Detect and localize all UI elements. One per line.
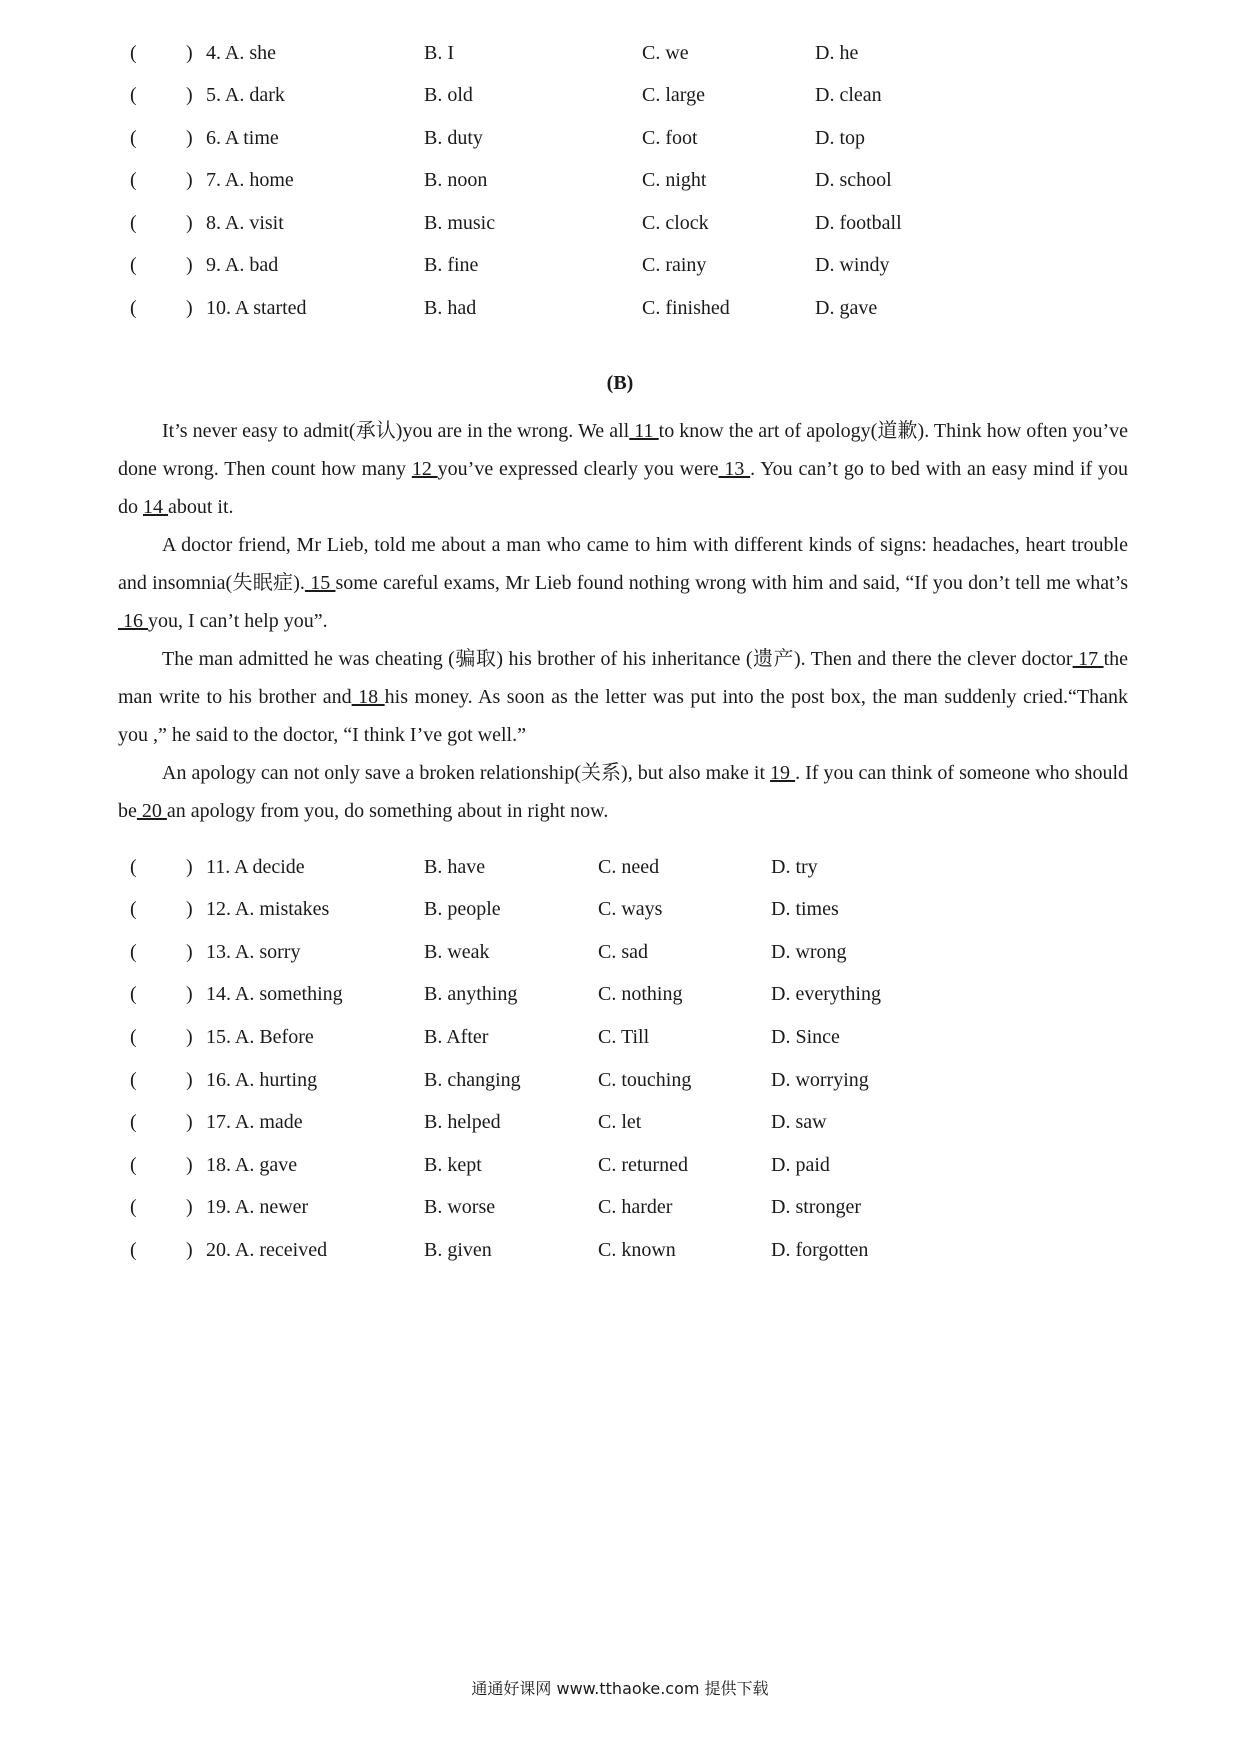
answer-paren-open: (: [130, 941, 137, 963]
answer-paren-close: ): [186, 856, 193, 878]
option-a: 15. A. Before: [206, 1026, 314, 1048]
option-c: C. night: [642, 169, 707, 191]
option-a: 18. A. gave: [206, 1154, 298, 1176]
option-a: 7. A. home: [206, 169, 294, 191]
option-b: B. anything: [424, 983, 518, 1005]
passage-text: . You can’t go to bed with an easy mind if you do: [118, 458, 1129, 518]
option-a: 6. A time: [206, 127, 279, 149]
option-d: D. stronger: [771, 1196, 861, 1218]
answer-paren-close: ): [186, 1026, 193, 1048]
answer-paren-open: (: [130, 983, 137, 1005]
answer-paren-close: ): [186, 1239, 193, 1261]
answer-paren-close: ): [186, 84, 193, 106]
blank-12: 12: [411, 458, 438, 480]
option-b: B. fine: [424, 254, 479, 276]
option-c: C. Till: [598, 1026, 650, 1048]
section-b-heading: (B): [606, 372, 634, 394]
option-b: B. kept: [424, 1154, 482, 1176]
answer-paren-close: ): [186, 254, 193, 276]
option-b: B. have: [424, 856, 486, 878]
answer-paren-close: ): [186, 898, 193, 920]
option-b: B. After: [424, 1026, 489, 1048]
answer-paren-open: (: [130, 297, 137, 319]
answer-paren-open: (: [130, 84, 137, 106]
option-b: B. had: [424, 297, 477, 319]
option-b: B. music: [424, 212, 496, 234]
answer-paren-open: (: [130, 856, 137, 878]
option-a: 5. A. dark: [206, 84, 285, 106]
option-d: D. everything: [771, 983, 881, 1005]
option-a: 12. A. mistakes: [206, 898, 330, 920]
answer-paren-close: ): [186, 212, 193, 234]
option-b: B. people: [424, 898, 501, 920]
passage-paragraph-4: [118, 754, 1128, 830]
option-b: B. changing: [424, 1069, 521, 1091]
blank-13: 13: [718, 458, 751, 480]
answer-paren-close: ): [186, 1196, 193, 1218]
answer-paren-open: (: [130, 898, 137, 920]
option-d: D. worrying: [771, 1069, 869, 1091]
blank-11: 11: [629, 420, 659, 442]
option-d: D. forgotten: [771, 1239, 869, 1261]
passage-text: . If you can think of someone who should be: [118, 762, 1129, 822]
passage-text: the man write to his brother and: [118, 648, 1128, 708]
option-c: C. foot: [642, 127, 698, 149]
answer-paren-open: (: [130, 169, 137, 191]
blank-17: 17: [1072, 648, 1104, 670]
passage-text: An apology can not only save a broken relationship(关系), but also make it: [162, 762, 771, 784]
blank-20: 20: [136, 800, 167, 822]
answer-paren-close: ): [186, 1154, 193, 1176]
passage-text: about it.: [168, 496, 234, 518]
option-c: C. harder: [598, 1196, 673, 1218]
answer-paren-open: (: [130, 42, 137, 64]
passage-paragraph-1: [118, 412, 1128, 526]
option-b: B. given: [424, 1239, 492, 1261]
option-c: C. returned: [598, 1154, 688, 1176]
option-d: D. Since: [771, 1026, 840, 1048]
reading-passage: [118, 412, 1128, 830]
blank-14: 14: [143, 496, 168, 518]
answer-paren-open: (: [130, 1196, 137, 1218]
option-b: B. helped: [424, 1111, 501, 1133]
answer-paren-close: ): [186, 127, 193, 149]
answer-paren-open: (: [130, 1154, 137, 1176]
passage-text: some careful exams, Mr Lieb found nothing wrong with him and said, “If you don’t tell me what’s: [335, 572, 1129, 594]
option-a: 13. A. sorry: [206, 941, 301, 963]
option-c: C. touching: [598, 1069, 692, 1091]
option-c: C. large: [642, 84, 705, 106]
answer-paren-close: ): [186, 42, 193, 64]
option-c: C. finished: [642, 297, 730, 319]
option-c: C. sad: [598, 941, 648, 963]
option-d: D. clean: [815, 84, 882, 106]
passage-text: you, I can’t help you”.: [148, 610, 328, 632]
option-a: 19. A. newer: [206, 1196, 309, 1218]
passage-text: The man admitted he was cheating (骗取) his brother of his inheritance (遗产). Then and there the clever doctor: [162, 648, 1073, 670]
option-d: D. gave: [815, 297, 878, 319]
option-c: C. nothing: [598, 983, 683, 1005]
option-d: D. school: [815, 169, 892, 191]
option-d: D. windy: [815, 254, 890, 276]
answer-paren-close: ): [186, 297, 193, 319]
option-a: 9. A. bad: [206, 254, 279, 276]
option-d: D. paid: [771, 1154, 830, 1176]
option-d: D. try: [771, 856, 818, 878]
answer-paren-open: (: [130, 1069, 137, 1091]
option-d: D. top: [815, 127, 865, 149]
option-c: C. we: [642, 42, 689, 64]
option-d: D. times: [771, 898, 839, 920]
option-c: C. clock: [642, 212, 709, 234]
option-b: B. weak: [424, 941, 490, 963]
answer-paren-open: (: [130, 212, 137, 234]
option-a: 10. A started: [206, 297, 307, 319]
option-c: C. need: [598, 856, 660, 878]
option-c: C. ways: [598, 898, 663, 920]
answer-paren-open: (: [130, 127, 137, 149]
answer-paren-open: (: [130, 254, 137, 276]
passage-text: his money. As soon as the letter was put into the post box, the man suddenly cried.“Thank you ,” he said to the doctor, “I think I’ve got well.”: [118, 686, 1128, 746]
page-footer: 通通好课网 www.tthaoke.com 提供下载: [471, 1679, 769, 1698]
option-d: D. he: [815, 42, 859, 64]
blank-16: 16: [118, 610, 148, 632]
answer-paren-open: (: [130, 1239, 137, 1261]
option-a: 8. A. visit: [206, 212, 284, 234]
blank-18: 18: [351, 686, 385, 708]
answer-paren-close: ): [186, 941, 193, 963]
passage-text: A doctor friend, Mr Lieb, told me about a man who came to him with different kinds of signs: headaches, heart trouble and insomnia(失眠症).: [118, 534, 1128, 594]
option-a: 16. A. hurting: [206, 1069, 318, 1091]
option-a: 11. A decide: [206, 856, 305, 878]
passage-text: you’ve expressed clearly you were: [437, 458, 719, 480]
option-d: D. wrong: [771, 941, 847, 963]
answer-paren-close: ): [186, 1111, 193, 1133]
passage-text: an apology from you, do something about in right now.: [166, 800, 609, 822]
passage-text: It’s never easy to admit(承认)you are in the wrong. We all: [162, 420, 630, 442]
option-d: D. saw: [771, 1111, 827, 1133]
blank-15: 15: [304, 572, 336, 594]
option-c: C. let: [598, 1111, 642, 1133]
option-b: B. I: [424, 42, 454, 64]
option-b: B. noon: [424, 169, 488, 191]
answer-paren-open: (: [130, 1111, 137, 1133]
option-c: C. known: [598, 1239, 676, 1261]
answer-paren-open: (: [130, 1026, 137, 1048]
option-b: B. duty: [424, 127, 483, 149]
answer-paren-close: ): [186, 983, 193, 1005]
option-a: 14. A. something: [206, 983, 343, 1005]
passage-text: to know the art of apology(道歉). Think how often you’ve done wrong. Then count how many: [118, 420, 1128, 480]
blank-19: 19: [770, 762, 796, 784]
option-c: C. rainy: [642, 254, 707, 276]
passage-paragraph-2: [118, 526, 1128, 640]
option-a: 20. A. received: [206, 1239, 328, 1261]
option-a: 17. A. made: [206, 1111, 303, 1133]
option-b: B. old: [424, 84, 473, 106]
option-b: B. worse: [424, 1196, 496, 1218]
option-d: D. football: [815, 212, 902, 234]
answer-paren-close: ): [186, 169, 193, 191]
option-a: 4. A. she: [206, 42, 276, 64]
passage-paragraph-3: [118, 640, 1128, 754]
answer-paren-close: ): [186, 1069, 193, 1091]
